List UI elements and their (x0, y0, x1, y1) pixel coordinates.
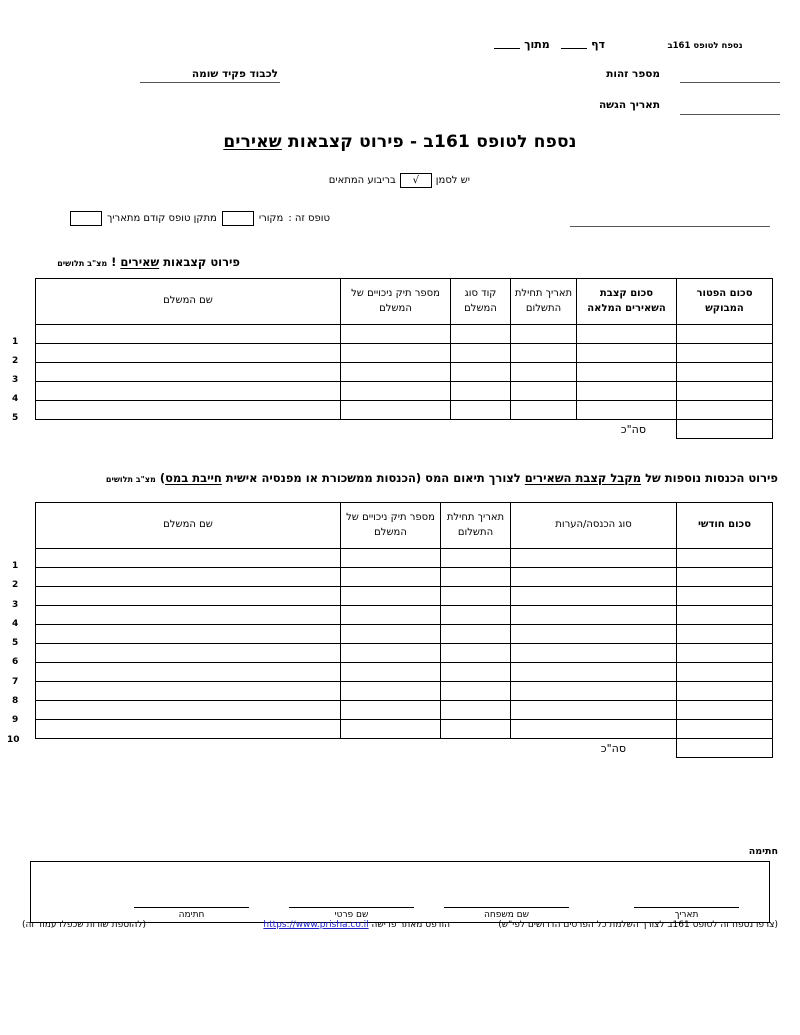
cell-payer-name[interactable] (36, 644, 341, 663)
cell-payer-deduction-file[interactable] (341, 568, 441, 587)
cell-payer-name[interactable] (36, 568, 341, 587)
signature-firstname-line[interactable] (289, 888, 414, 908)
correcting-date-input[interactable] (570, 226, 770, 227)
cell-payer-name[interactable] (36, 344, 341, 363)
section1-heading-underlined: שאירים (120, 255, 160, 269)
cell-monthly-amount[interactable] (677, 625, 773, 644)
check-icon: √ (412, 175, 419, 186)
assessing-officer-input[interactable] (140, 82, 280, 83)
spacer-cell (341, 420, 451, 439)
table-row[interactable] (36, 382, 773, 401)
cell-payment-start-date[interactable] (511, 325, 577, 344)
cell-full-pension-amount[interactable] (577, 401, 677, 420)
signature-date-caption: תאריך (674, 910, 699, 920)
table-row[interactable] (36, 401, 773, 420)
signature-section-label: חתימה (748, 846, 778, 857)
form-note: נספח לטופס 161ב (667, 41, 743, 51)
cell-payer-name[interactable] (36, 682, 341, 701)
cell-payer-name[interactable] (36, 606, 341, 625)
page-title-main: נספח לטופס 161ב - פירוט קצבאות (281, 132, 577, 152)
cell-payer-deduction-file[interactable] (341, 606, 441, 625)
col-payment-start-date: תאריך תחילת התשלום (441, 503, 511, 549)
cell-income-type-notes[interactable] (511, 682, 677, 701)
row-number: 9 (12, 715, 19, 726)
cell-income-type-notes[interactable] (511, 701, 677, 720)
cell-payer-deduction-file[interactable] (341, 663, 441, 682)
cell-payer-deduction-file[interactable] (341, 720, 441, 739)
prisha-website-link[interactable]: https://www.prisha.co.il (263, 920, 369, 930)
cell-full-pension-amount[interactable] (577, 382, 677, 401)
signature-box (30, 861, 770, 923)
cell-income-type-notes[interactable] (511, 663, 677, 682)
cell-income-type-notes[interactable] (511, 606, 677, 625)
signature-lastname-caption: שם משפחה (483, 910, 530, 920)
form-type-label: טופס זה : (288, 213, 330, 224)
cell-full-pension-amount[interactable] (577, 344, 677, 363)
col-exemption-amount: סכום הפטור המבוקש (677, 279, 773, 325)
cell-payer-name[interactable] (36, 587, 341, 606)
cell-payer-deduction-file[interactable] (341, 625, 441, 644)
id-number-input[interactable] (680, 82, 780, 83)
cell-monthly-amount[interactable] (677, 701, 773, 720)
cell-payer-name[interactable] (36, 625, 341, 644)
signature-firstname-caption: שם פרטי (334, 910, 369, 920)
section1-heading-note: מצ"ב תלושים (57, 259, 108, 268)
table-row[interactable] (36, 344, 773, 363)
table-total-row (36, 420, 773, 439)
table-row[interactable] (36, 587, 773, 606)
table-row[interactable] (36, 701, 773, 720)
row-number: 3 (12, 599, 19, 610)
cell-payer-deduction-file[interactable] (341, 701, 441, 720)
table-header-row (36, 503, 773, 549)
signature-sign-line[interactable] (134, 888, 249, 908)
cell-exemption-amount[interactable] (677, 382, 773, 401)
form-type-row (70, 211, 330, 226)
mark-instruction (329, 173, 470, 188)
cell-payment-start-date[interactable] (511, 344, 577, 363)
signature-sign-caption: חתימה (178, 910, 205, 920)
submission-date-label: תאריך הגשה (598, 99, 660, 111)
footer-right-note: (צרפו נספח זה לטופס 161ב לצורך השלמת כל הפרטים הדרושים לפי"ש) (498, 920, 778, 930)
mark-instruction-after: בריבוע המתאים (328, 175, 396, 186)
cell-exemption-amount[interactable] (677, 401, 773, 420)
cell-exemption-amount[interactable] (677, 363, 773, 382)
survivor-pensions-table (35, 278, 773, 439)
page-counter (494, 38, 605, 51)
signature-lastname-line[interactable] (444, 888, 569, 908)
table-row[interactable] (36, 568, 773, 587)
cell-income-type-notes[interactable] (511, 587, 677, 606)
checkbox-original[interactable] (222, 211, 254, 226)
row-number: 10 (7, 734, 20, 745)
table-row[interactable] (36, 549, 773, 568)
cell-payment-start-date[interactable] (441, 663, 511, 682)
cell-payer-name[interactable] (36, 325, 341, 344)
footer-printed-from (263, 920, 450, 930)
table-row[interactable] (36, 720, 773, 739)
spacer-cell (511, 420, 577, 439)
cell-monthly-amount[interactable] (677, 663, 773, 682)
footer-left-note: (להוספת שורות שכפלו עמוד זה) (22, 920, 146, 930)
cell-payer-name[interactable] (36, 720, 341, 739)
page-title (0, 132, 800, 152)
cell-payer-deduction-file[interactable] (341, 644, 441, 663)
checkbox-correcting[interactable] (70, 211, 102, 226)
cell-payment-start-date[interactable] (441, 682, 511, 701)
col-income-type-notes: סוג הכנסה/הערות (511, 503, 677, 549)
row-number: 7 (12, 676, 19, 687)
cell-monthly-amount[interactable] (677, 720, 773, 739)
page-counter-prefix: דף (591, 38, 605, 51)
cell-income-type-notes[interactable] (511, 625, 677, 644)
cell-payment-start-date[interactable] (441, 701, 511, 720)
cell-payment-start-date[interactable] (511, 363, 577, 382)
cell-monthly-amount[interactable] (677, 549, 773, 568)
section1-row-numbers (12, 338, 32, 433)
col-full-pension-amount: סכום קצבת השאירים המלאה (577, 279, 677, 325)
cell-payment-start-date[interactable] (441, 720, 511, 739)
cell-payer-deduction-file[interactable] (341, 344, 451, 363)
table-row[interactable] (36, 644, 773, 663)
cell-payer-deduction-file[interactable] (341, 382, 451, 401)
cell-monthly-amount[interactable] (677, 568, 773, 587)
cell-payment-start-date[interactable] (441, 625, 511, 644)
row-number: 8 (12, 696, 19, 707)
cell-monthly-amount[interactable] (677, 644, 773, 663)
cell-payer-name[interactable] (36, 663, 341, 682)
signature-lastname-field[interactable] (444, 888, 569, 920)
cell-monthly-amount[interactable] (677, 606, 773, 625)
col-monthly-amount: סכום חודשי (677, 503, 773, 549)
submission-date-input[interactable] (680, 114, 780, 115)
cell-monthly-amount[interactable] (677, 682, 773, 701)
row-number: 4 (12, 394, 19, 404)
row-number: 2 (12, 580, 19, 591)
section2-row-numbers (7, 561, 32, 755)
table-row[interactable] (36, 625, 773, 644)
cell-payer-deduction-file[interactable] (341, 363, 451, 382)
assessing-officer-label: לכבוד פקיד שומה (191, 68, 278, 80)
table-row[interactable] (36, 606, 773, 625)
table-header-row (36, 279, 773, 325)
section1-heading (57, 255, 240, 269)
cell-income-type-notes[interactable] (511, 568, 677, 587)
cell-payer-type-code[interactable] (451, 344, 511, 363)
cell-exemption-amount[interactable] (677, 344, 773, 363)
table-total-row (36, 739, 773, 758)
page-counter-middle: מתוך (524, 38, 550, 51)
cell-payer-type-code[interactable] (451, 363, 511, 382)
cell-payer-type-code[interactable] (451, 382, 511, 401)
page-total-blank[interactable] (494, 38, 520, 49)
section2-heading-note: מצ"ב תלושים (105, 475, 156, 484)
form-type-original-label: מקורי (258, 213, 284, 224)
cell-payer-deduction-file[interactable] (341, 549, 441, 568)
mark-instruction-before: יש לסמן (435, 175, 470, 186)
spacer-cell (451, 420, 511, 439)
row-number: 5 (12, 638, 19, 649)
cell-payer-name[interactable] (36, 401, 341, 420)
cell-exemption-amount[interactable] (677, 325, 773, 344)
section2-heading-u1: מקבל קצבת השאירים (524, 471, 642, 485)
cell-income-type-notes[interactable] (511, 644, 677, 663)
spacer-cell (36, 739, 341, 758)
table-row[interactable] (36, 682, 773, 701)
spacer-cell (341, 739, 441, 758)
checkbox-sample[interactable] (400, 173, 432, 188)
section2-heading-a: פירוט הכנסות נוספות של (641, 471, 778, 485)
cell-payer-deduction-file[interactable] (341, 325, 451, 344)
cell-payment-start-date[interactable] (441, 568, 511, 587)
col-payment-start-date: תאריך תחילת התשלום (511, 279, 577, 325)
cell-payment-start-date[interactable] (441, 644, 511, 663)
section2-heading-c: ) (159, 471, 166, 485)
cell-total-exemption-amount[interactable] (677, 420, 773, 439)
row-number: 1 (12, 337, 19, 347)
row-number: 3 (12, 375, 19, 385)
cell-payment-start-date[interactable] (511, 382, 577, 401)
table-row[interactable] (36, 363, 773, 382)
row-number: 6 (12, 657, 19, 668)
cell-income-type-notes[interactable] (511, 720, 677, 739)
section1-heading-b: ! (111, 255, 121, 269)
cell-payer-deduction-file[interactable] (341, 401, 451, 420)
footer-printed-from-label: הודפס מאתר פרישה (371, 920, 450, 930)
spacer-cell (441, 739, 511, 758)
table-row[interactable] (36, 325, 773, 344)
signature-date-line[interactable] (634, 888, 739, 908)
cell-payment-start-date[interactable] (511, 401, 577, 420)
cell-payer-deduction-file[interactable] (341, 682, 441, 701)
signature-date-field[interactable] (634, 888, 739, 920)
col-payer-type-code: קוד סוג המשלם (451, 279, 511, 325)
id-number-label: מספר זהות (606, 68, 660, 80)
form-type-correcting-label: מתקן טופס קודם מתאריך (106, 213, 217, 224)
cell-payment-start-date[interactable] (441, 606, 511, 625)
signature-firstname-field[interactable] (289, 888, 414, 920)
signature-sign-field[interactable] (134, 888, 249, 920)
cell-payer-deduction-file[interactable] (341, 587, 441, 606)
cell-full-pension-amount[interactable] (577, 325, 677, 344)
total-label: סה"כ (620, 422, 646, 436)
section2-heading-b: לצורך תיאום המס (הכנסות ממשכורת או מפנסיה אישית (221, 471, 525, 485)
total-label: סה"כ (600, 741, 626, 755)
col-payer-deduction-file: מספר תיק ניכויים של המשלם (341, 279, 451, 325)
cell-income-type-notes[interactable] (511, 549, 677, 568)
cell-total-monthly-amount[interactable] (677, 739, 773, 758)
section2-heading-u2: חייבת במס (165, 471, 222, 485)
table-row[interactable] (36, 663, 773, 682)
cell-payer-type-code[interactable] (451, 325, 511, 344)
cell-payer-name[interactable] (36, 382, 341, 401)
page-number-blank[interactable] (561, 38, 587, 49)
row-number: 1 (12, 561, 19, 571)
cell-payment-start-date[interactable] (441, 587, 511, 606)
row-number: 5 (12, 413, 19, 423)
row-number: 2 (12, 356, 19, 366)
spacer-cell (36, 420, 341, 439)
cell-full-pension-amount[interactable] (577, 363, 677, 382)
col-payer-name: שם המשלם (36, 279, 341, 325)
cell-monthly-amount[interactable] (677, 587, 773, 606)
cell-payer-name[interactable] (36, 549, 341, 568)
page-title-underlined: שאירים (223, 132, 282, 152)
additional-income-table (35, 502, 773, 758)
cell-payer-name[interactable] (36, 363, 341, 382)
cell-payer-type-code[interactable] (451, 401, 511, 420)
col-payer-name: שם המשלם (36, 503, 341, 549)
section1-heading-a: פירוט קצבאות (159, 255, 240, 269)
section2-heading (106, 471, 778, 485)
col-payer-deduction-file: מספר תיק ניכויים של המשלם (341, 503, 441, 549)
cell-payer-name[interactable] (36, 701, 341, 720)
row-number: 4 (12, 618, 19, 629)
cell-payment-start-date[interactable] (441, 549, 511, 568)
